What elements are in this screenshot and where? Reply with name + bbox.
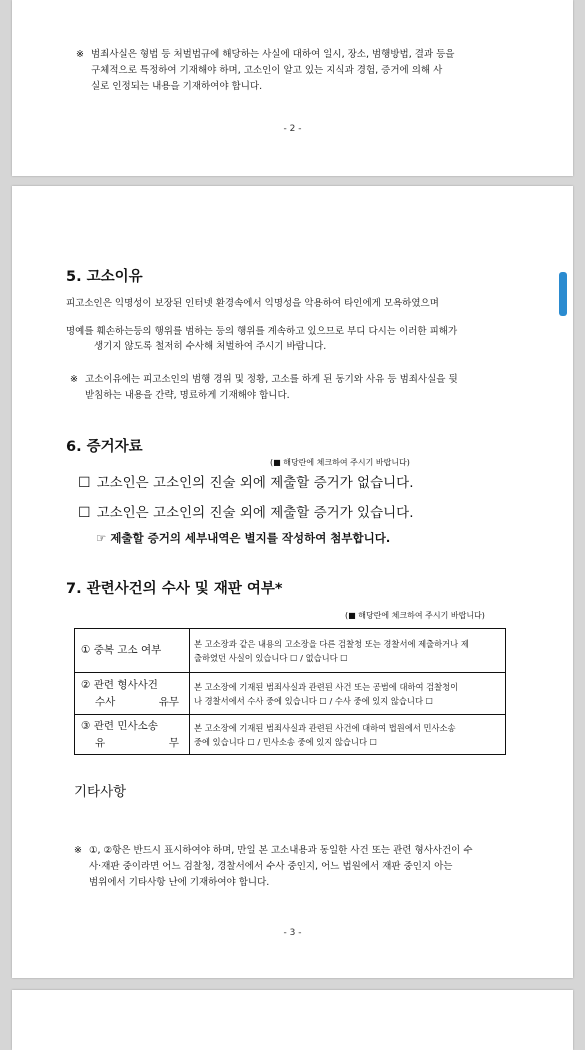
- checkbox-icon[interactable]: ☐: [78, 505, 91, 521]
- evidence-option-none[interactable]: [78, 471, 414, 491]
- note-line: 실로 인정되는 내용을 기재하여야 합니다.: [91, 81, 263, 92]
- note-line: 구체적으로 특정하여 기재해야 하며, 고소인이 알고 있는 지식과 경험, 증거에 의해 사: [91, 65, 443, 76]
- reason-line: 생기지 않도록 철저히 수사해 처벌하여 주시기 바랍니다.: [94, 341, 327, 352]
- option-label: 고소인은 고소인의 진술 외에 제출할 증거가 있습니다.: [96, 505, 414, 521]
- row-description: [190, 673, 506, 715]
- row-label: [75, 629, 190, 673]
- document-page-2: [12, 0, 573, 176]
- row-label: [75, 673, 190, 715]
- row-label-text: 유무: [158, 695, 179, 708]
- table-row: [75, 673, 506, 715]
- section-5-body: [66, 296, 536, 355]
- note-line: 받침하는 내용을 간략, 명료하게 기재해야 합니다.: [85, 390, 290, 401]
- row-description: [190, 629, 506, 673]
- row-desc-line: 본 고소장에 기재된 범죄사실과 관련된 사건에 대하여 법원에서 민사소송: [194, 722, 456, 733]
- option-label: 고소인은 고소인의 진술 외에 제출할 증거가 없습니다.: [96, 475, 414, 491]
- section-7-title: 7. 관련사건의 수사 및 재판 여부*: [66, 581, 283, 597]
- table-row: [75, 715, 506, 755]
- section-6-title: 6. 증거자료: [66, 439, 143, 455]
- evidence-option-exists[interactable]: [78, 501, 414, 521]
- table-row: [75, 629, 506, 673]
- row-label-text: ② 관련 형사사건: [81, 678, 158, 691]
- row-desc-line: 본 고소장과 같은 내용의 고소장을 다른 검찰청 또는 경찰서에 제출하거나 제: [194, 638, 469, 649]
- document-page-3: [12, 186, 573, 978]
- reason-line: 피고소인은 익명성이 보장된 인터넷 환경속에서 익명성을 악용하여 타인에게 모욕하였으며: [66, 298, 439, 309]
- check-instruction: (■ 해당란에 체크하여 주시기 바랍니다): [345, 611, 485, 620]
- evidence-attachment-tip: [96, 530, 390, 546]
- note-mark: ※: [70, 374, 78, 385]
- row-label-text: 유: [95, 736, 106, 749]
- crime-facts-note: [76, 47, 516, 95]
- row-desc-line[interactable]: 중에 있습니다 ☐ / 민사소송 중에 있지 않습니다 ☐: [194, 736, 378, 747]
- row-label-text: ③ 관련 민사소송: [81, 719, 158, 732]
- row-desc-line: 본 고소장에 기재된 범죄사실과 관련된 사건 또는 공범에 대하여 검찰청이: [194, 681, 459, 692]
- related-cases-table: [74, 628, 506, 755]
- section-5-title: 5. 고소이유: [66, 269, 143, 285]
- other-matters-heading: 기타사항: [74, 784, 127, 800]
- document-page-4: [12, 990, 573, 1050]
- reason-line: 명예를 훼손하는등의 행위를 범하는 등의 행위를 계속하고 있으므로 부디 다시는 이러한 피해가: [66, 325, 458, 337]
- scrollbar-thumb[interactable]: [559, 272, 567, 316]
- row-label-text: 무: [168, 736, 179, 749]
- row-label-text: 수사: [95, 695, 116, 708]
- note-line: ①, ②항은 반드시 표시하여야 하며, 만일 본 고소내용과 동일한 사건 또는 관련 형사사건이 수: [89, 845, 473, 856]
- note-line: 고소이유에는 피고소인의 범행 경위 및 정황, 고소를 하게 된 동기와 사유 등 범죄사실을 뒷: [85, 374, 458, 385]
- row-desc-line[interactable]: 출하였던 사실이 있습니다 ☐ / 없습니다 ☐: [194, 652, 348, 663]
- page-number: - 3 -: [283, 928, 302, 938]
- page-number: - 2 -: [283, 124, 302, 134]
- note-line: 범위에서 기타사항 난에 기재하여야 합니다.: [89, 877, 270, 888]
- row-label: [75, 715, 190, 755]
- checkbox-icon[interactable]: ☐: [78, 475, 91, 491]
- pointing-hand-icon: ☞: [96, 531, 107, 545]
- row-description: [190, 715, 506, 755]
- note-line: 범죄사실은 형법 등 처벌법규에 해당하는 사실에 대하여 일시, 장소, 범행방법, 결과 등을: [91, 49, 455, 60]
- note-mark: ※: [74, 845, 82, 856]
- tip-text: 제출할 증거의 세부내역은 별지를 작성하여 첨부합니다.: [110, 531, 391, 545]
- note-line: 사·재판 중이라면 어느 검찰청, 경찰서에서 수사 중인지, 어느 법원에서 재판 중인지 아는: [89, 861, 453, 872]
- row-label-text: ① 중복 고소 여부: [81, 644, 162, 656]
- row-desc-line[interactable]: 나 경찰서에서 수사 중에 있습니다 ☐ / 수사 중에 있지 않습니다 ☐: [194, 695, 434, 706]
- note-mark: ※: [76, 49, 84, 60]
- check-instruction: (■ 해당란에 체크하여 주시기 바랍니다): [270, 458, 410, 467]
- section-5-note: [70, 372, 518, 404]
- section-7-footnote: [74, 843, 520, 891]
